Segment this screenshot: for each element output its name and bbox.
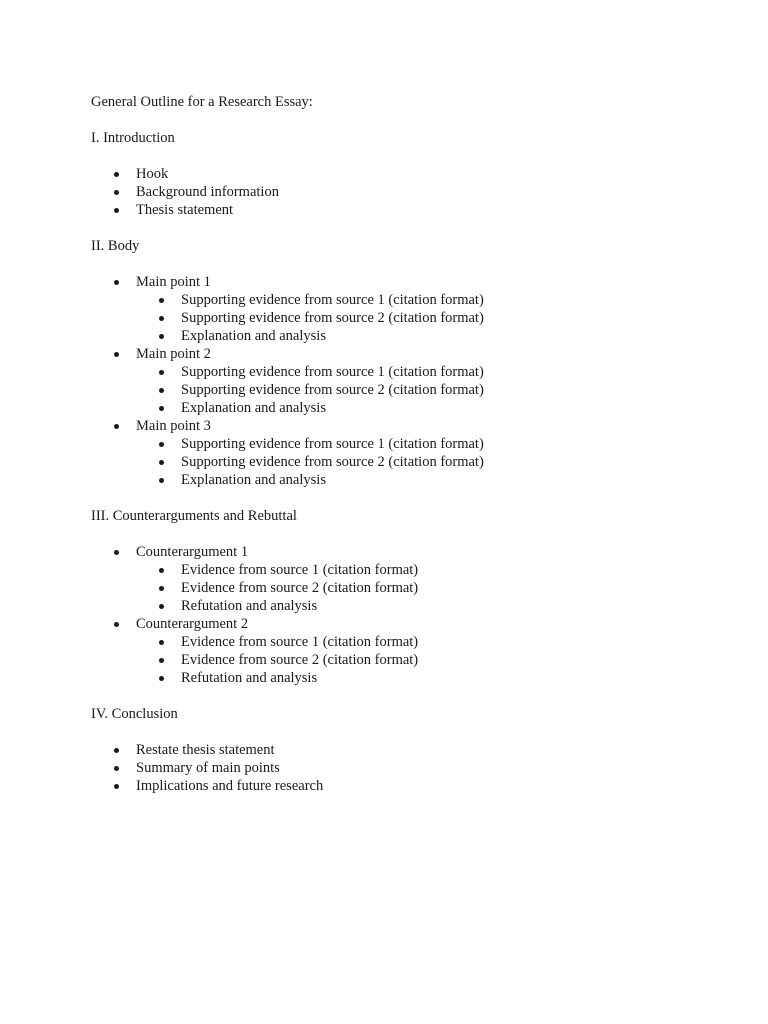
bullet-icon	[114, 208, 119, 213]
list-item-text: Restate thesis statement	[136, 742, 275, 758]
list-item	[91, 777, 711, 795]
bullet-icon	[114, 550, 119, 555]
list-item-text: Main point 1	[136, 274, 211, 290]
bullet-icon	[114, 190, 119, 195]
bullet-list	[91, 543, 711, 687]
section-heading: II. Body	[91, 238, 140, 254]
sub-list-item-text: Supporting evidence from source 2 (citation format)	[181, 382, 484, 398]
sub-list-item	[91, 561, 711, 579]
list-item-text: Counterargument 2	[136, 616, 249, 632]
section-heading: III. Counterarguments and Rebuttal	[91, 508, 297, 524]
bullet-icon	[159, 334, 164, 339]
spacer	[91, 687, 711, 705]
sub-list-item	[91, 309, 711, 327]
bullet-icon	[114, 784, 119, 789]
spacer	[91, 219, 711, 237]
document-title: General Outline for a Research Essay:	[91, 94, 313, 110]
list-item-text: Background information	[136, 184, 279, 200]
sub-list-item	[91, 471, 711, 489]
list-item-text: Summary of main points	[136, 760, 280, 776]
sub-list-item	[91, 435, 711, 453]
bullet-icon	[159, 388, 164, 393]
bullet-icon	[159, 604, 164, 609]
sub-list-item-text: Evidence from source 2 (citation format)	[181, 652, 419, 668]
bullet-icon	[159, 370, 164, 375]
sub-list-item	[91, 381, 711, 399]
bullet-list	[91, 165, 711, 219]
sub-list-item	[91, 291, 711, 309]
bullet-icon	[114, 352, 119, 357]
sub-list-item-text: Refutation and analysis	[181, 598, 318, 614]
spacer	[91, 147, 711, 165]
bullet-icon	[114, 766, 119, 771]
sub-list-item	[91, 327, 711, 345]
sub-list-item-text: Supporting evidence from source 1 (citation format)	[181, 364, 484, 380]
list-item-text: Counterargument 1	[136, 544, 249, 560]
bullet-icon	[114, 424, 119, 429]
list-item-text: Main point 3	[136, 418, 211, 434]
list-item	[91, 759, 711, 777]
spacer	[91, 489, 711, 507]
sub-list-item-text: Supporting evidence from source 2 (citation format)	[181, 310, 484, 326]
list-item	[91, 273, 711, 291]
spacer	[91, 525, 711, 543]
sub-list-item-text: Supporting evidence from source 2 (citation format)	[181, 454, 484, 470]
sub-list-item	[91, 453, 711, 471]
spacer	[91, 795, 711, 813]
list-item	[91, 543, 711, 561]
bullet-icon	[159, 568, 164, 573]
sub-list-item-text: Supporting evidence from source 1 (citation format)	[181, 436, 484, 452]
sub-list-item-text: Refutation and analysis	[181, 670, 318, 686]
bullet-icon	[114, 622, 119, 627]
section-heading: I. Introduction	[91, 130, 175, 146]
list-item	[91, 201, 711, 219]
list-item	[91, 183, 711, 201]
bullet-icon	[114, 172, 119, 177]
list-item	[91, 615, 711, 633]
bullet-icon	[159, 658, 164, 663]
list-item-text: Thesis statement	[136, 202, 234, 218]
sub-list-item	[91, 363, 711, 381]
bullet-icon	[159, 298, 164, 303]
bullet-icon	[159, 586, 164, 591]
sub-list-item-text: Explanation and analysis	[181, 328, 326, 344]
sub-list-item	[91, 399, 711, 417]
spacer	[91, 111, 711, 129]
list-item-text: Implications and future research	[136, 778, 324, 794]
sub-list-item	[91, 597, 711, 615]
bullet-list	[91, 741, 711, 795]
sub-list-item-text: Explanation and analysis	[181, 472, 326, 488]
sub-list-item-text: Evidence from source 1 (citation format)	[181, 562, 419, 578]
bullet-icon	[159, 478, 164, 483]
bullet-list	[91, 273, 711, 489]
sub-list-item-text: Evidence from source 1 (citation format)	[181, 634, 419, 650]
bullet-icon	[159, 676, 164, 681]
bullet-icon	[159, 316, 164, 321]
document-body	[91, 93, 711, 813]
list-item-text: Hook	[136, 166, 169, 182]
sub-list-item	[91, 651, 711, 669]
sub-list-item	[91, 579, 711, 597]
list-item	[91, 417, 711, 435]
outline	[91, 129, 711, 813]
bullet-icon	[159, 460, 164, 465]
sub-list-item-text: Evidence from source 2 (citation format)	[181, 580, 419, 596]
bullet-icon	[159, 640, 164, 645]
list-item	[91, 345, 711, 363]
bullet-icon	[159, 406, 164, 411]
bullet-icon	[159, 442, 164, 447]
bullet-icon	[114, 280, 119, 285]
sub-list-item	[91, 669, 711, 687]
list-item	[91, 741, 711, 759]
spacer	[91, 255, 711, 273]
sub-list-item	[91, 633, 711, 651]
sub-list-item-text: Explanation and analysis	[181, 400, 326, 416]
list-item-text: Main point 2	[136, 346, 211, 362]
bullet-icon	[114, 748, 119, 753]
list-item	[91, 165, 711, 183]
spacer	[91, 723, 711, 741]
sub-list-item-text: Supporting evidence from source 1 (citation format)	[181, 292, 484, 308]
section-heading: IV. Conclusion	[91, 706, 178, 722]
